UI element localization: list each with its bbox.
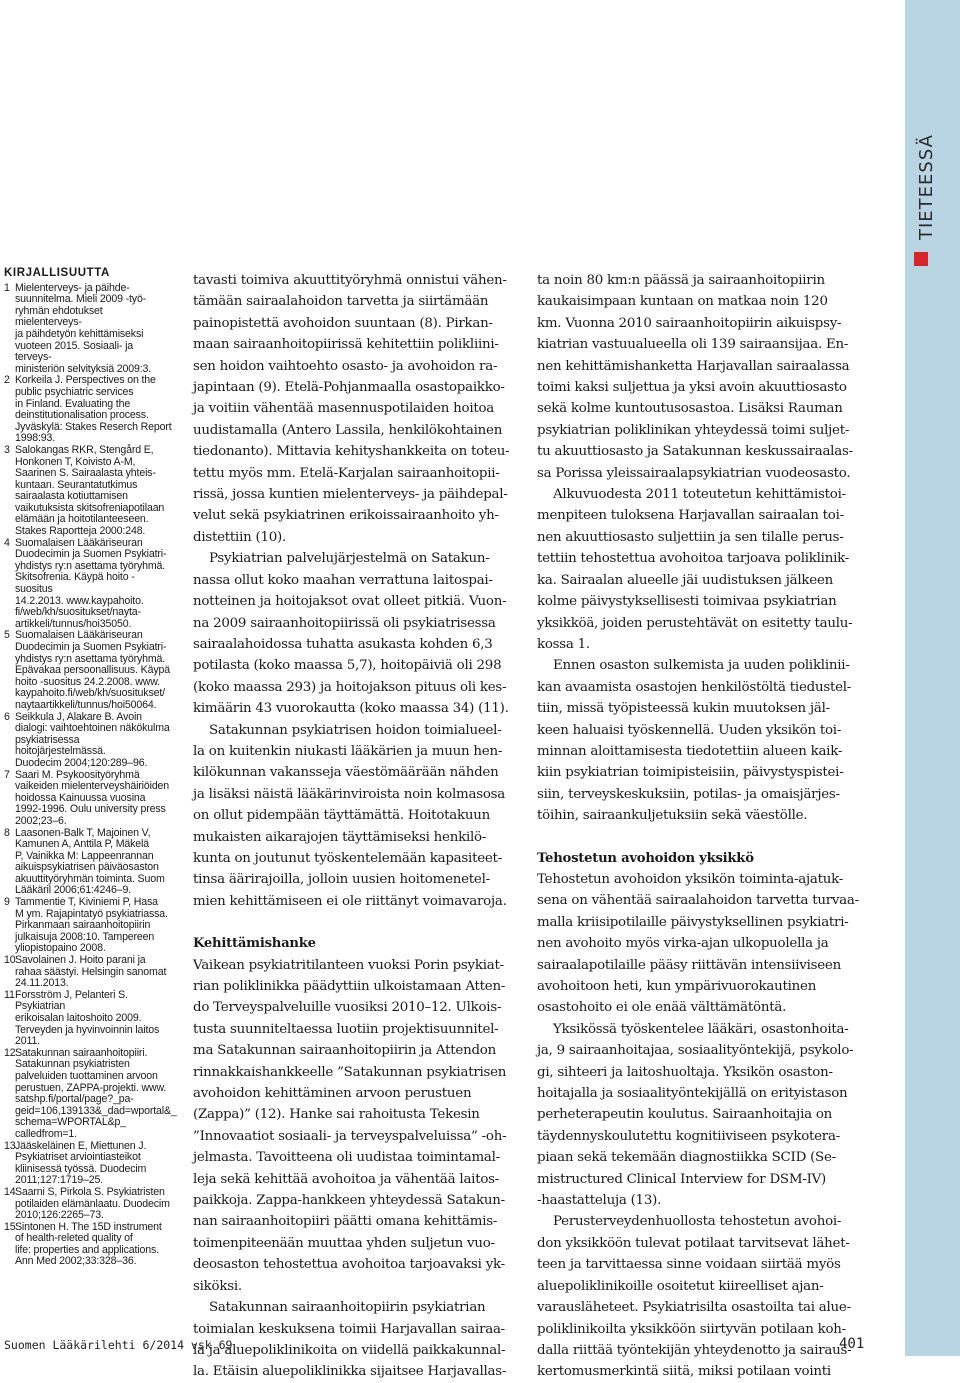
text-line: dalla riittää työntekijän yhteydenotto ja sairaus- <box>537 1342 852 1358</box>
reference-line: naytaartikkeli/tunnus/hoi50064. <box>15 698 157 711</box>
reference-line: Ann Med 2002;33:328–36. <box>15 1255 137 1268</box>
text-line: painopistettä avohoidon suuntaan (8). Pirkan- <box>193 315 493 331</box>
reference-line: Psykiatriset arviointiasteikot <box>15 1151 141 1164</box>
reference-text <box>15 283 172 376</box>
reference-number: 4 <box>4 536 10 549</box>
reference-line: Pirkanmaan sairaanhoitopiirin <box>15 919 151 932</box>
reference-line: Lääkäril 2006;61:4246–9. <box>15 884 131 897</box>
reference-text <box>15 1141 172 1187</box>
reference-text <box>15 990 172 1048</box>
text-line: avohoitoon heti, kun ympärivuorokautinen <box>537 979 817 994</box>
reference-line: elämään ja hoitotilanteeseen. <box>15 513 149 526</box>
reference-line: Saarinen S. Sairaalasta yhteis- <box>15 467 156 480</box>
reference-item <box>4 375 172 445</box>
text-line: tusta suunniteltaessa luotiin projektisuunnitel- <box>193 1021 499 1037</box>
reference-line: Duodecim 2004;120:289–96. <box>15 756 148 769</box>
text-line: la. Etäisin aluepoliklinikka sijaitsee Harjavallas- <box>193 1364 507 1380</box>
text-line: nassa ollut koko maahan verrattuna laitospai- <box>193 572 493 588</box>
reference-line: fi/web/kh/suositukset/nayta- <box>15 606 141 619</box>
reference-line: yhdistys ry:n asettama työryhmä. <box>15 559 166 572</box>
text-line: deosaston tehostettua avohoitoa tarjoavaksi yk- <box>193 1257 505 1273</box>
text-line: na 2009 sairaanhoitopiirissä oli psykiatrisessa <box>193 615 496 631</box>
reference-text <box>15 1187 172 1222</box>
text-line: kilökunnan vakansseja väestömäärään nähden <box>193 765 499 781</box>
text-line: jelmasta. Tavoitteena oli uudistaa toimintamal- <box>193 1150 500 1166</box>
reference-line: ryhmän ehdotukset mielenterveys- <box>15 304 103 329</box>
text-line: Psykiatrian palvelujärjestelmä on Satakun- <box>209 551 490 567</box>
reference-line: 1992-1996. Oulu university press <box>15 803 166 816</box>
text-line: kolme päivystyksellisesti toimivaa psykiatrian <box>537 594 837 610</box>
text-line: yksikköä, joiden perustehtävät on esitetty taulu- <box>537 615 853 631</box>
reference-number: 9 <box>4 896 10 909</box>
text-line: ja, 9 sairaanhoitajaa, sosiaalityöntekijä, psykolo- <box>537 1043 854 1059</box>
reference-line: ja päihdetyön kehittämiseksi <box>15 327 144 340</box>
text-line: täydennyskoulutettu kognitiiviseen psykotera- <box>537 1128 840 1144</box>
text-line: teen ja tarvittaessa sinne voidaan siirtää myös <box>537 1257 841 1273</box>
reference-line: rahaa säästyi. Helsingin sanomat <box>15 965 167 978</box>
text-line: ”Innovaatiot sosiaali- ja terveyspalveluissa” -oh- <box>193 1128 507 1144</box>
text-line: toimialan keskuksena toimii Harjavallan sairaa- <box>193 1321 505 1337</box>
reference-line: public psychiatric services <box>15 385 134 398</box>
reference-line: Epävakaa persoonallisuus. Käypä <box>15 664 170 677</box>
reference-line: P, Vainikka M: Lappeenrannan <box>15 849 154 862</box>
text-line: psykiatrian poliklinikan yhteydessä toimi suljet- <box>537 422 850 438</box>
text-line: kiatrian vastuualueella oli 139 sairaansijaa. En- <box>537 337 849 353</box>
text-line: leja sekä kehittää avohoitoa ja vähentää laitos- <box>193 1171 500 1187</box>
text-line: Ennen osaston sulkemista ja uuden poliklinii- <box>553 658 850 674</box>
reference-line: Saarni S, Pirkola S. Psykiatristen <box>15 1185 165 1198</box>
reference-text <box>15 828 172 898</box>
reference-text <box>15 375 172 445</box>
paragraph <box>193 720 519 913</box>
reference-line: Seikkula J, Alakare B. Avoin <box>15 710 142 723</box>
reference-number: 3 <box>4 443 10 456</box>
reference-line: sairaalasta kotiuttamisen <box>15 490 128 503</box>
text-line: (Zappa)” (12). Hanke sai rahoitusta Tekesin <box>193 1107 480 1123</box>
reference-text <box>15 1222 172 1268</box>
reference-item <box>4 283 172 376</box>
reference-line: 1998:93. <box>15 432 56 445</box>
reference-number: 7 <box>4 768 10 781</box>
text-line: perheterapeutin koulutus. Sairaanhoitajia on <box>537 1107 833 1123</box>
reference-line: Terveyden ja hyvinvoinnin laitos <box>15 1023 160 1036</box>
reference-line: hoito -suositus 24.2.2008. www. <box>15 675 160 688</box>
reference-line: calledfrom=1. <box>15 1127 77 1140</box>
paragraph <box>537 1019 865 1212</box>
reference-item <box>4 538 172 631</box>
reference-text <box>15 630 172 711</box>
text-line: sairaalahoidossa tuhatta asukasta kohden 6,3 <box>193 636 493 652</box>
reference-item <box>4 897 172 955</box>
reference-line: Satakunnan psykiatristen <box>15 1058 130 1071</box>
text-line: malla kriisipotilaille päivystyksellinen psykiatri- <box>537 914 849 930</box>
reference-line: Suomalaisen Lääkäriseuran <box>15 629 143 642</box>
text-line: siin, terveyskeskuksiin, potilas- ja omaisjärjes- <box>537 786 840 802</box>
reference-line: life: properties and applications. <box>15 1243 159 1256</box>
text-line: do Terveyspalveluille vuosiksi 2010–12. Ulkois- <box>193 1000 502 1016</box>
reference-number: 1 <box>4 281 10 294</box>
reference-line: kliinisessä työssä. Duodecim <box>15 1162 147 1175</box>
text-line: mien kehittämiseen ei ole riittänyt voimavaroja. <box>193 893 507 909</box>
reference-number: 10 <box>4 954 16 967</box>
reference-line: Sintonen H. The 15D instrument <box>15 1220 162 1233</box>
text-line: Vaikean psykiatritilanteen vuoksi Porin psykiat- <box>193 957 504 973</box>
reference-line: 14.2.2013. www.kaypahoito. <box>15 594 144 607</box>
text-line: tämään sairaalahoidon tarvetta ja siirtämään <box>193 294 489 310</box>
reference-number: 14 <box>4 1185 16 1198</box>
paragraph <box>537 869 865 1019</box>
reference-line: 24.11.2013. <box>15 977 69 990</box>
reference-line: Salokangas RKR, Stengård E, <box>15 443 154 456</box>
reference-line: palveluiden tuottaminen arvoon <box>15 1069 158 1082</box>
text-line: don yksikköön tulevat potilaat tarvitsevat lähet- <box>537 1235 850 1251</box>
reference-text <box>15 955 172 990</box>
references-list <box>4 267 177 1268</box>
text-line: sen hoidon vaihtoehto osasto- ja avohoidon ra- <box>193 358 498 374</box>
reference-text <box>15 538 172 631</box>
text-line: tavasti toimiva akuuttityöryhmä onnistui vähen- <box>193 273 507 288</box>
text-line: mistructured Clinical Interview for DSM-IV) <box>537 1171 827 1187</box>
text-line: tiin, missä työpisteessä kukin muutoksen jäl- <box>537 701 830 717</box>
text-line: Satakunnan psykiatrisen hoidon toimialueel- <box>209 722 502 738</box>
reference-number: 5 <box>4 629 10 642</box>
text-line: japintaan (9). Etelä-Pohjanmaalla osastopaikko- <box>193 380 505 396</box>
reference-item <box>4 828 172 898</box>
reference-item <box>4 1187 172 1222</box>
text-line: osastohoito ei ole enää välttämätöntä. <box>537 1000 787 1016</box>
text-line: distettiin (10). <box>193 529 286 545</box>
reference-line: satshp.fi/portal/page?_pa- <box>15 1093 134 1106</box>
reference-line: Kamunen A, Anttila P, Mäkelä <box>15 838 149 851</box>
text-line: ma Satakunnan sairaanhoitopiirin ja Attendon <box>193 1043 496 1059</box>
reference-line: Jyväskylä: Stakes Reserch Report <box>15 420 172 433</box>
reference-line: potilaiden elämänlaatu. Duodecim <box>15 1197 170 1210</box>
reference-line: Stakes Raportteja 2000:248. <box>15 525 146 538</box>
reference-number: 2 <box>4 374 10 387</box>
reference-number: 11 <box>4 988 15 1001</box>
reference-item <box>4 1141 172 1187</box>
reference-line: psykiatrisessa hoitojärjestelmässä. <box>15 733 106 758</box>
page-number: 401 <box>839 1336 865 1352</box>
reference-line: julkaisuja 2008:10. Tampereen <box>15 930 155 943</box>
reference-line: perustuen, ZAPPA-projekti. www. <box>15 1081 167 1094</box>
text-line: toimenpiteenään muuttaa yhden suljetun vuo- <box>193 1235 495 1251</box>
reference-line: Duodecimin ja Suomen Psykiatri- <box>15 641 167 653</box>
text-line: (koko maassa 293) ja hoitojakson pituus oli kes- <box>193 679 507 695</box>
reference-line: dialogi: vaihtoehtoinen näkökulma <box>15 722 170 735</box>
text-line: kiin psykiatrian toimipisteisiin, päivystyspistei- <box>537 765 844 781</box>
reference-line: vaikutuksista skitsofreniapotilaan <box>15 501 165 514</box>
reference-line: Korkeila J. Perspectives on the <box>15 374 156 387</box>
reference-item <box>4 445 172 538</box>
text-line: on ollut pidempään täyttämättä. Hoitotakuun <box>193 808 490 824</box>
text-line: kossa 1. <box>537 636 590 652</box>
text-line: rian poliklinikka päädyttiin ulkoistamaan Atten- <box>193 979 506 994</box>
text-line: rissä, jossa kuntien mielenterveys- ja päihdepal- <box>193 487 508 503</box>
reference-number: 12 <box>4 1046 16 1059</box>
reference-text <box>15 770 172 828</box>
text-line: sena on vähentää sairaalahoidon tarvetta turvaa- <box>537 893 859 909</box>
reference-number: 15 <box>4 1220 16 1233</box>
article-column-2 <box>537 270 865 1383</box>
reference-line: artikkeli/tunnus/hoi35050. <box>15 617 132 630</box>
reference-line: schema=WPORTAL&p_ <box>15 1116 126 1129</box>
text-line: nan sairaanhoitopiiri päätti omana kehittämis- <box>193 1214 498 1230</box>
text-line: rinnakkaishankkeelle ”Satakunnan psykiatrisen <box>193 1064 507 1080</box>
text-line: notteinen ja hoitojaksot ovat olleet pitkiä. Vuon- <box>193 594 507 610</box>
reference-number: 6 <box>4 710 10 723</box>
text-line: tiedonanto). Mittavia kehityshankkeita on toteu- <box>193 444 510 460</box>
reference-text <box>15 712 172 770</box>
paragraph <box>537 655 865 826</box>
reference-item <box>4 712 172 770</box>
paragraph <box>537 484 865 655</box>
reference-line: Savolainen J. Hoito parani ja <box>15 954 146 967</box>
text-line: -haastatteluja (13). <box>537 1193 662 1209</box>
text-line: nen kehittämishanketta Harjavallan sairaalassa <box>537 358 850 374</box>
reference-line: yliopistopaino 2008. <box>15 942 106 955</box>
text-line: kan avaamista osastojen henkilöstöltä tiedustel- <box>537 679 852 695</box>
text-line: ja lisäksi näistä lääkärinviroista noin kolmasosa <box>193 786 505 802</box>
text-line: sa Porissa yleissairaalapsykiatrian vuodeosasto. <box>537 465 851 481</box>
text-line: tettu myös mm. Etelä-Karjalan sairaanhoitopii- <box>193 465 500 481</box>
text-line: ta noin 80 km:n päässä ja sairaanhoitopiirin <box>537 273 825 288</box>
text-line: km. Vuonna 2010 sairaanhoitopiirin aikuispsy- <box>537 315 842 331</box>
text-line: kunta on joutunut työskentelemään kapasiteet- <box>193 850 502 866</box>
reference-text <box>15 1048 177 1141</box>
reference-line: 2011;127:1719–25. <box>15 1174 103 1187</box>
reference-line: deinstitutionalisation process. <box>15 409 149 422</box>
text-line: nen avohoito myös virka-ajan ulkopuolella ja <box>537 936 829 952</box>
text-line: Satakunnan sairaanhoitopiirin psykiatrian <box>209 1300 486 1316</box>
paragraph <box>193 955 519 1298</box>
section-label <box>912 0 952 290</box>
paragraph <box>537 270 865 484</box>
reference-line: akuuttityöryhmän toiminta. Suom <box>15 872 165 885</box>
reference-line: erikoisalan laitoshoito 2009. <box>15 1012 142 1024</box>
text-line: hoitajalla ja sosiaalityöntekijällä on erityistason <box>537 1086 848 1102</box>
article-column-1 <box>193 270 519 1383</box>
text-line: minnan aloittamisesta tiedotettiin alueen kaik- <box>537 743 843 759</box>
references-title: KIRJALLISUUTTA <box>4 267 110 279</box>
reference-line: Jääskeläinen E, Miettunen J. <box>15 1139 147 1152</box>
reference-line: Duodecimin ja Suomen Psykiatri- <box>15 548 167 561</box>
text-line: paikkoja. Zappa-hankkeen yhteydessä Satakun- <box>193 1193 505 1209</box>
reference-item <box>4 1222 172 1268</box>
reference-line: aikuispsykiatrisen päiväosaston <box>15 861 159 874</box>
text-line: maan sairaanhoitopiirissä kehitettiin polikliini- <box>193 337 499 353</box>
reference-line: Satakunnan sairaanhoitopiiri. <box>15 1046 148 1059</box>
reference-line: Tammentie T, Kiviniemi P, Hasa <box>15 896 158 909</box>
text-line: la on kuitenkin niukasti lääkärien ja muun hen- <box>193 743 503 759</box>
text-line: nen akuuttiosasto suljettiin ja sen tilalle perus- <box>537 529 844 545</box>
reference-item <box>4 955 172 990</box>
text-line: velut sekä psykiatrinen erikoissairaanhoito yh- <box>193 508 499 524</box>
paragraph <box>193 548 519 719</box>
reference-line: kaypahoito.fi/web/kh/suositukset/ <box>15 687 165 700</box>
text-line: siköksi. <box>193 1278 242 1294</box>
section-heading: Kehittämishanke <box>193 936 316 952</box>
reference-line: of health-releted quality of <box>15 1232 133 1245</box>
reference-number: 8 <box>4 826 10 839</box>
reference-text <box>15 445 172 538</box>
text-line: mukaisten aikarajojen täyttämiseksi henkilö- <box>193 829 487 845</box>
reference-line: kuntaan. Seurantatutkimus <box>15 478 138 491</box>
text-line: tu akuuttiosasto ja Satakunnan keskussairaalas- <box>537 444 853 460</box>
text-line: uudistamalla (Antero Lassila, henkilökohtainen <box>193 422 503 438</box>
text-line: keen haluaisi työskennellä. Uuden yksikön toi- <box>537 722 842 738</box>
text-line: gi, sihteeri ja laitoshuoltaja. Yksikön osaston- <box>537 1064 833 1080</box>
reference-line: 2010;126:2265–73. <box>15 1209 104 1222</box>
paragraph <box>193 1297 519 1383</box>
reference-line: Skitsofrenia. Käypä hoito -suositus <box>15 571 135 596</box>
text-line: tinsa äärirajoilla, jolloin uusien hoitomenetel- <box>193 872 490 888</box>
reference-line: M ym. Rajapintatyö psykiatriassa. <box>15 907 168 920</box>
reference-item <box>4 990 172 1048</box>
text-line: poliklinikoilta yksikköön siirtyvän potilaan koh- <box>537 1321 846 1337</box>
text-line: piaan sekä tekemään diagnostiikka SCID (Se- <box>537 1150 836 1166</box>
reference-item <box>4 770 172 828</box>
text-line: tettiin tehostettua avohoitoa tarjoava poliklinik- <box>537 551 850 567</box>
reference-line: Saari M. Psykoosityöryhmä <box>15 768 140 781</box>
reference-line: Forsström J, Pelanteri S. Psykiatrian <box>15 988 128 1013</box>
text-line: la ja aluepoliklinikoita on viidellä paikkakunnal- <box>193 1342 506 1358</box>
text-line: töihin, sairaankuljetuksiin sekä väestölle. <box>537 808 808 824</box>
text-line: ja voitiin vähentää masennuspotilaiden hoitoa <box>193 401 495 417</box>
paragraph <box>537 1211 865 1382</box>
section-label-text: TIETEESSÄ <box>916 134 937 240</box>
text-line: ka. Sairaalan alueelle jäi uudistuksen jälkeen <box>537 572 834 588</box>
reference-line: suunnitelma. Mieli 2009 -työ- <box>15 293 147 306</box>
reference-line: geid=106,139133&_dad=wportal&_ <box>15 1104 177 1117</box>
text-line: kaukaisimpaan kuntaan on matkaa noin 120 <box>537 294 828 310</box>
text-line: Tehostetun avohoidon yksikön toiminta-ajatuk- <box>537 871 844 887</box>
references-body <box>4 281 177 1268</box>
reference-item <box>4 630 172 711</box>
reference-line: yhdistys ry:n asettama työryhmä. <box>15 652 166 665</box>
reference-number: 13 <box>4 1139 16 1152</box>
journal-footer: Suomen Lääkärilehti 6/2014 vsk 69 <box>4 1338 233 1352</box>
text-line: kertomusmerkintä siitä, miksi potilaan vointi <box>537 1364 831 1380</box>
reference-line: hoidossa Kainuussa vuosina <box>15 791 146 804</box>
reference-line: 2011. <box>15 1035 40 1048</box>
text-line: kimäärin 43 vuorokautta (koko maassa 34) (11). <box>193 701 509 717</box>
text-line: avohoidon kehittäminen arvoon perustuen <box>193 1086 472 1102</box>
text-line: toimi kaksi suljettua ja yksi avoin akuuttiosasto <box>537 380 847 396</box>
reference-line: Laasonen-Balk T, Majoinen V, <box>15 826 151 839</box>
reference-line: vaikeiden mielenterveyshäiriöiden <box>15 780 170 793</box>
text-line: menpiteen tuloksena Harjavallan sairaalan toi- <box>537 508 844 524</box>
reference-line: Mielenterveys- ja päihde- <box>15 281 130 294</box>
reference-line: Suomalaisen Lääkäriseuran <box>15 536 143 549</box>
reference-line: Honkonen T, Koivisto A-M, <box>15 455 136 468</box>
reference-line: ministeriön selvityksiä 2009:3. <box>15 362 152 375</box>
reference-line: 2002;23–6. <box>15 814 67 827</box>
section-heading: Tehostetun avohoidon yksikkö <box>537 850 754 866</box>
reference-text <box>15 897 172 955</box>
paragraph <box>193 270 519 548</box>
text-line: varausläheteet. Psykiatrisilta osastoilta tai alue- <box>537 1300 851 1316</box>
reference-line: vuoteen 2015. Sosiaali- ja terveys- <box>15 339 134 364</box>
text-line: aluepoliklinikoille osoitetut kiireelliset ajan- <box>537 1278 824 1294</box>
text-line: Yksikössä työskentelee lääkäri, osastonhoita- <box>553 1021 849 1037</box>
reference-line: in Finland. Evaluating the <box>15 397 131 410</box>
text-line: Perusterveydenhuollosta tehostetun avohoi- <box>553 1214 842 1230</box>
text-line: potilasta (koko maassa 5,7), hoitopäiviä oli 298 <box>193 658 502 674</box>
text-line: Alkuvuodesta 2011 toteutetun kehittämistoi- <box>553 487 846 503</box>
text-line: sairaalapotilaille pääsy riittävän intensiiviseen <box>537 957 841 973</box>
reference-item <box>4 1046 177 1141</box>
text-line: sekä kolme kuntoutusosastoa. Lisäksi Rauman <box>537 401 843 417</box>
